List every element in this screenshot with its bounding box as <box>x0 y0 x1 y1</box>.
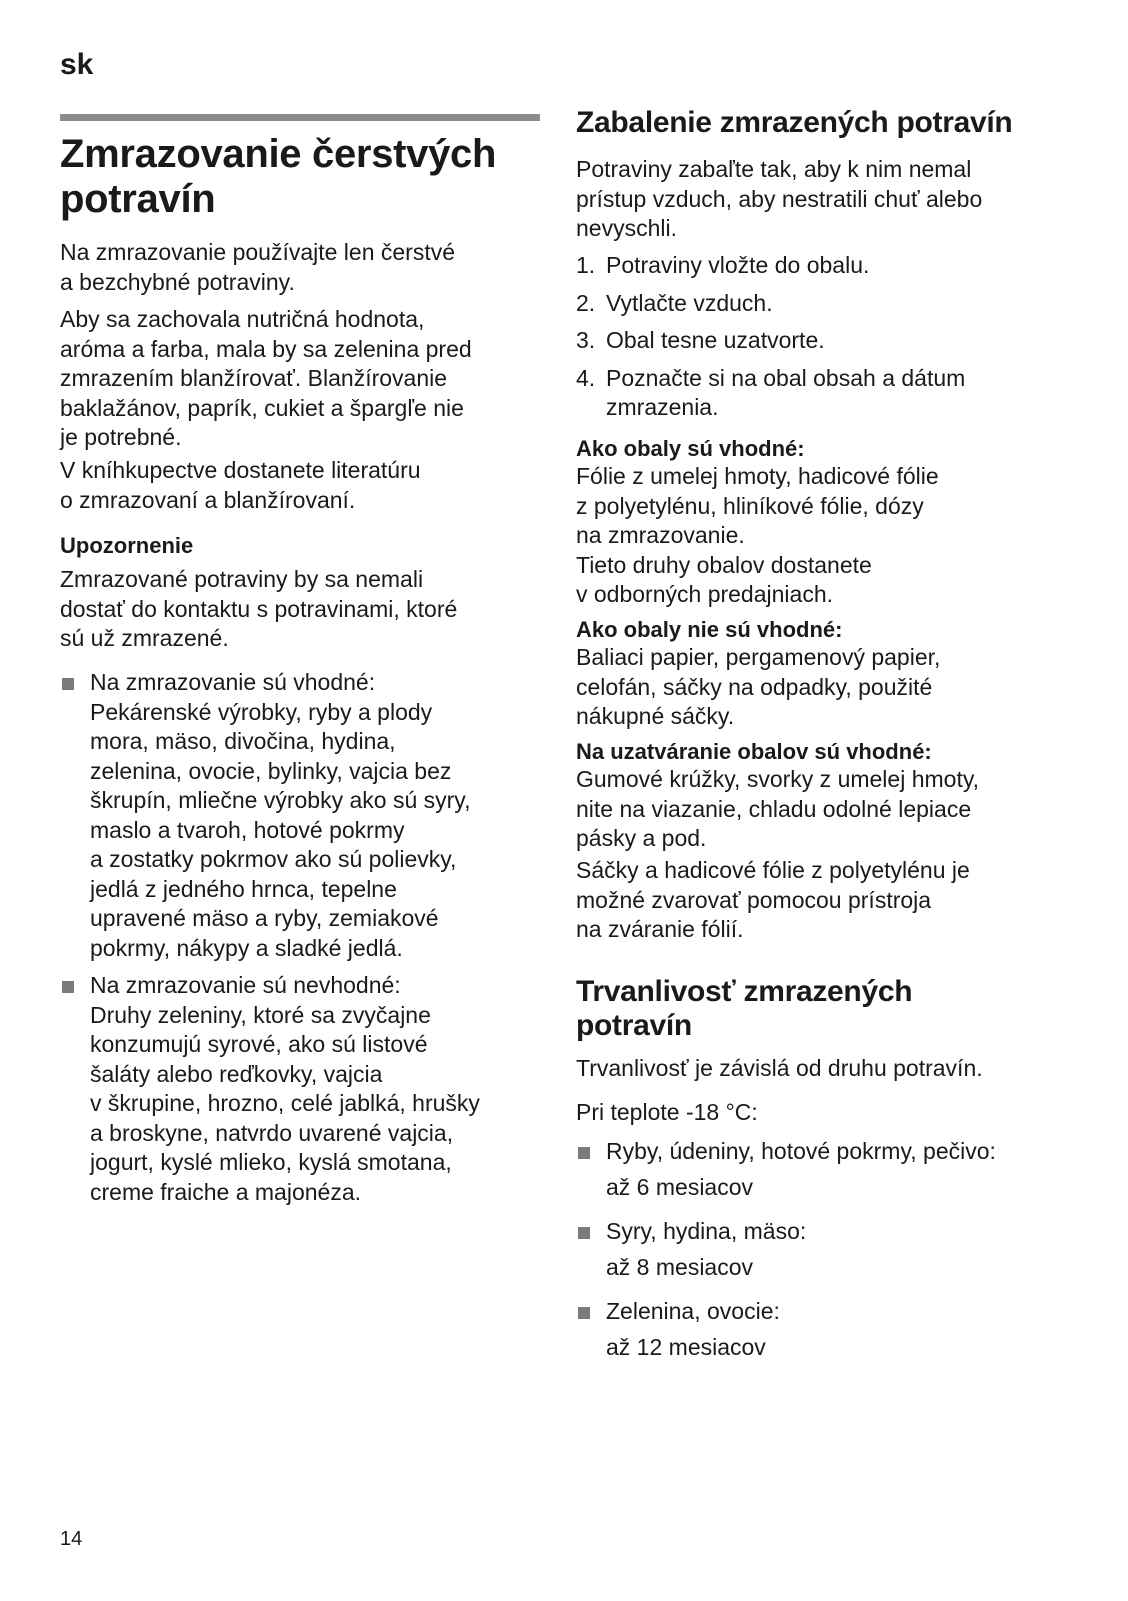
suitable-packaging: Ako obaly sú vhodné: Fólie z umelej hmoty, hadicové fólie z polyetylénu, hliníkové fólie, dózy na zmrazovanie. Tieto druhy obalov dostanete v odborných predajniach. <box>576 436 939 607</box>
list-item: Na zmrazovanie sú nevhodné: Druhy zeleniny, ktoré sa zvyčajne konzumujú syrové, ako sú listové šaláty alebo reďkovky, vajcia v škrupine, hrozno, celé jablká, hrušky a broskyne, natvrdo uvarené vajcia, jogurt, kyslé mlieko, kyslá smotana, creme fraiche a majonéza. <box>60 971 540 1207</box>
durability-heading: Trvanlivosť zmrazených potravín <box>576 975 913 1042</box>
square-bullet-icon <box>578 1147 590 1159</box>
square-bullet-icon <box>578 1307 590 1319</box>
note-text: Zmrazované potraviny by sa nemali dostať do kontaktu s potravinami, ktoré sú už zmrazené. <box>60 566 458 651</box>
list-item: Ryby, údeniny, hotové pokrmy, pečivo: až 6 mesiacov <box>576 1133 1076 1205</box>
welding-note: Sáčky a hadicové fólie z polyetylénu je možné zvarovať pomocou prístroja na zváranie fólií. <box>576 857 970 942</box>
closing-materials: Na uzatváranie obalov sú vhodné: Gumové krúžky, svorky z umelej hmoty, nite na viazanie, chladu odolné lepiace pásky a pod. <box>576 739 980 851</box>
square-bullet-icon <box>578 1227 590 1239</box>
title-rule <box>60 114 540 121</box>
page-number: 14 <box>60 1528 83 1550</box>
list-item: Zelenina, ovocie: až 12 mesiacov <box>576 1293 1076 1365</box>
square-bullet-icon <box>62 678 74 690</box>
suitability-list <box>60 668 540 1215</box>
packing-heading: Zabalenie zmrazených potravín <box>576 106 1013 139</box>
packing-intro: Potraviny zabaľte tak, aby k nim nemal prístup vzduch, aby nestratili chuť alebo nevyschli. <box>576 156 983 241</box>
language-code: sk <box>60 48 94 81</box>
intro-paragraph-2: Aby sa zachovala nutričná hodnota, aróma a farba, mala by sa zelenina pred zmrazením blanžírovať. Blanžírovanie baklažánov, paprík, cukiet a špargľe nie je potrebné. <box>60 306 472 450</box>
durability-temperature: Pri teplote -18 °C: <box>576 1099 758 1125</box>
packing-steps <box>576 251 1076 431</box>
step-item: 1. Potraviny vložte do obalu. <box>576 252 870 278</box>
step-item: 3. Obal tesne uzatvorte. <box>576 327 825 353</box>
step-item: 4. Poznačte si na obal obsah a dátum zmrazenia. <box>576 364 966 420</box>
note-heading: Upozornenie <box>60 533 194 558</box>
intro-paragraph-1: Na zmrazovanie používajte len čerstvé a bezchybné potraviny. <box>60 239 456 295</box>
durability-list <box>576 1133 1076 1373</box>
intro-paragraph-3: V kníhkupectve dostanete literatúru o zmrazovaní a blanžírovaní. <box>60 457 421 513</box>
unsuitable-packaging: Ako obaly nie sú vhodné: Baliaci papier, pergamenový papier, celofán, sáčky na odpadky, použité nákupné sáčky. <box>576 617 941 729</box>
durability-intro: Trvanlivosť je závislá od druhu potravín. <box>576 1055 983 1081</box>
step-item: 2. Vytlačte vzduch. <box>576 289 773 316</box>
list-item: Na zmrazovanie sú vhodné: Pekárenské výrobky, ryby a plody mora, mäso, divočina, hydina, zelenina, ovocie, bylinky, vajcia bez škrupín, mliečne výrobky ako sú syry, maslo a tvaroh, hotové pokrmy a zostatky pokrmov ako sú polievky, jedlá z jedného hrnca, tepelne upravené mäso a ryby, zemiakové pokrmy, nákypy a sladké jedlá. <box>60 668 540 963</box>
list-item: Syry, hydina, mäso: až 8 mesiacov <box>576 1213 1076 1285</box>
page-title: Zmrazovanie čerstvých potravín <box>60 132 497 221</box>
square-bullet-icon <box>62 981 74 993</box>
